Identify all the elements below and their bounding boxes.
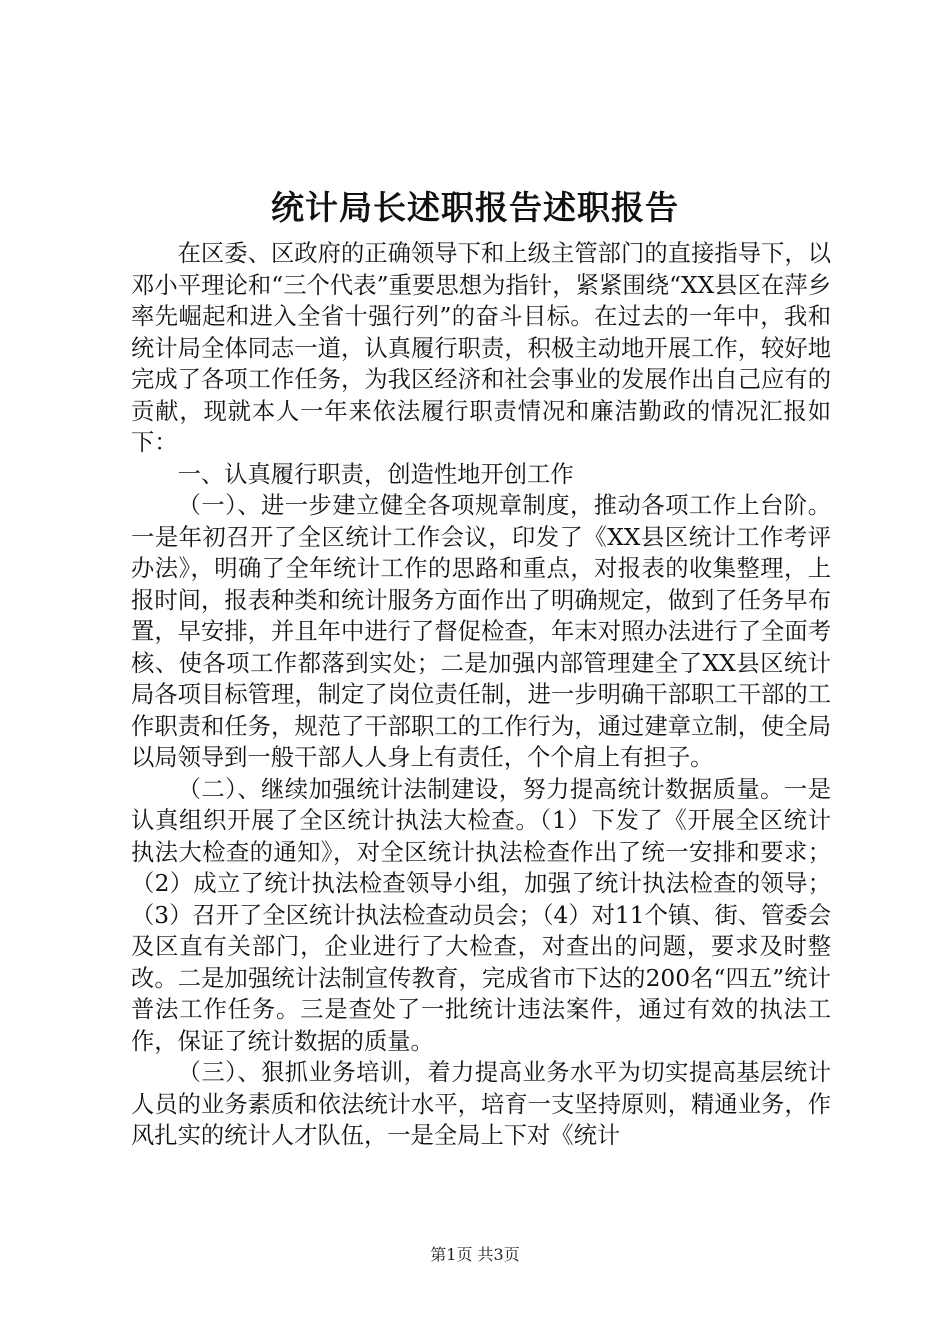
paragraph-item-3: （三）、狠抓业务培训，着力提高业务水平为切实提高基层统计人员的业务素质和依法统计水平，培育一支坚持原则，精通业务，作风扎实的统计人才队伍，一是全局上下对《统计 bbox=[131, 1059, 831, 1149]
paragraph-section-heading: 一、认真履行职责，创造性地开创工作 bbox=[177, 460, 574, 488]
page-number-footer: 第1页 共3页 bbox=[430, 1245, 520, 1264]
paragraph-item-2: （二）、继续加强统计法制建设，努力提高统计数据质量。一是认真组织开展了全区统计执法大检查。（1）下发了《开展全区统计执法大检查的通知》，对全区统计执法检查作出了统一安排和要求；（2）成立了统计执法检查领导小组，加强了统计执法检查的领导；（3）召开了全区统计执法检查动员会；（4）对11个镇、街、管委会及区直有关部门，企业进行了大检查，对查出的问题，要求及时整改。二是加强统计法制宣传教育，完成省市下达的200名“四五”统计普法工作任务。三是查处了一批统计违法案件，通过有效的执法工作，保证了统计数据的质量。 bbox=[131, 775, 831, 1055]
document-title: 统计局长述职报告述职报告 bbox=[271, 188, 679, 227]
paragraph-item-1: （一）、进一步建立健全各项规章制度，推动各项工作上台阶。一是年初召开了全区统计工作会议，印发了《XX县区统计工作考评办法》，明确了全年统计工作的思路和重点，对报表的收集整理，上报时间，报表种类和统计服务方面作出了明确规定，做到了任务早布置，早安排，并且年中进行了督促检查，年末对照办法进行了全面考核、使各项工作都落到实处；二是加强内部管理建全了XX县区统计局各项目标管理，制定了岗位责任制，进一步明确干部职工干部的工作职责和任务，规范了干部职工的工作行为，通过建章立制，使全局以局领导到一般干部人人身上有责任，个个肩上有担子。 bbox=[131, 492, 831, 771]
document-body bbox=[131, 238, 831, 1152]
paragraph-intro: 在区委、区政府的正确领导下和上级主管部门的直接指导下，以邓小平理论和“三个代表”重要思想为指针，紧紧围绕“XX县区在萍乡率先崛起和进入全省十强行列”的奋斗目标。在过去的一年中，我和统计局全体同志一道，认真履行职责，积极主动地开展工作，较好地完成了各项工作任务，为我区经济和社会事业的发展作出自己应有的贡献，现就本人一年来依法履行职责情况和廉洁勤政的情况汇报如下： bbox=[131, 240, 831, 456]
